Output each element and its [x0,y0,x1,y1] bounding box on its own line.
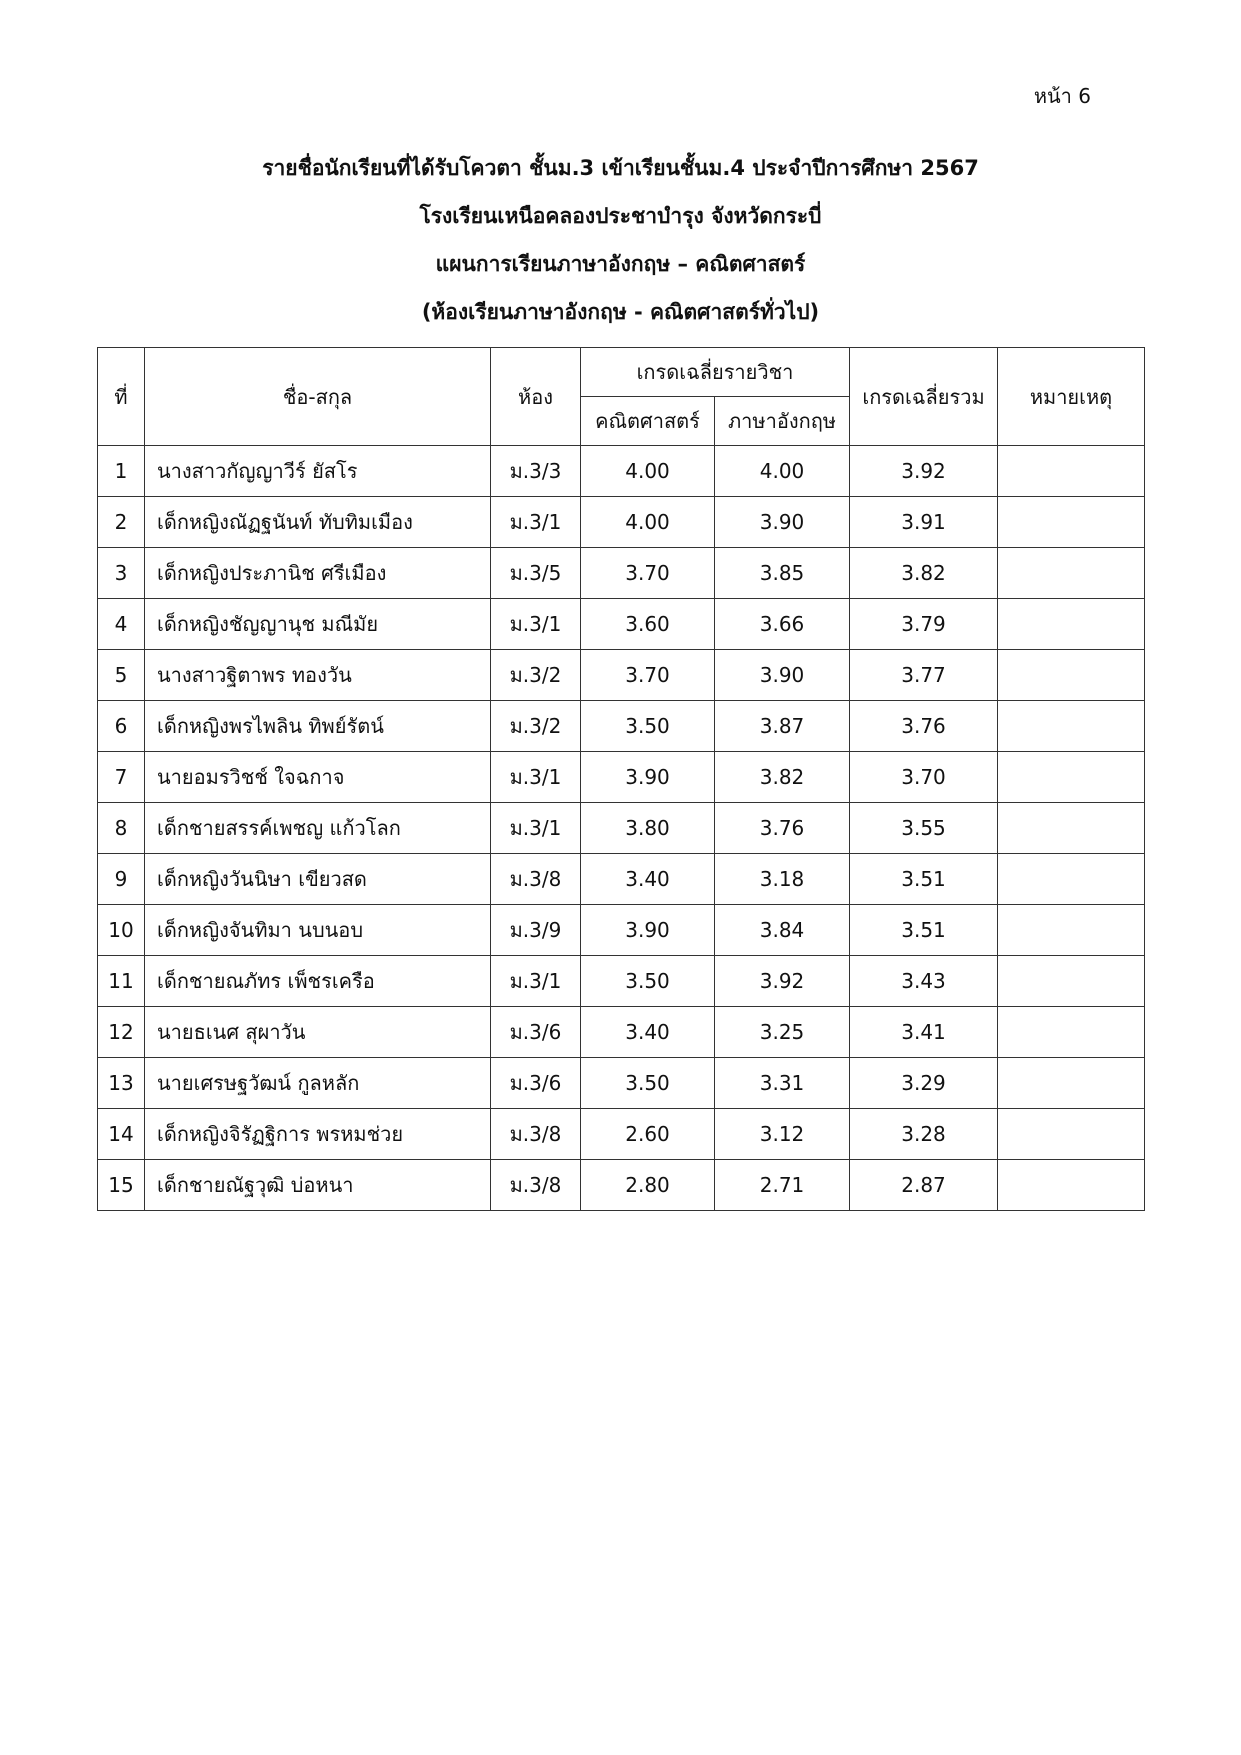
student-quota-table [97,347,1145,1211]
cell-english-grade: 4.00 [715,446,850,497]
cell-english-grade: 3.76 [715,803,850,854]
cell-room: ม.3/2 [491,650,581,701]
cell-english-grade: 3.84 [715,905,850,956]
cell-math-grade: 3.70 [581,650,715,701]
cell-room: ม.3/2 [491,701,581,752]
cell-remark [998,497,1145,548]
classroom-type: (ห้องเรียนภาษาอังกฤษ - คณิตศาสตร์ทั่วไป) [421,300,820,324]
header-remark: หมายเหตุ [998,348,1145,446]
cell-remark [998,701,1145,752]
table-row [98,497,1145,548]
cell-no: 9 [98,854,145,905]
cell-english-grade: 3.82 [715,752,850,803]
cell-math-grade: 3.50 [581,701,715,752]
cell-remark [998,905,1145,956]
cell-name: นายธเนศ สุผาวัน [145,1007,491,1058]
study-program: แผนการเรียนภาษาอังกฤษ – คณิตศาสตร์ [435,252,806,276]
cell-name: เด็กหญิงพรไพลิน ทิพย์รัตน์ [145,701,491,752]
header-room: ห้อง [491,348,581,446]
cell-english-grade: 3.90 [715,650,850,701]
cell-math-grade: 3.90 [581,905,715,956]
cell-name: นางสาวกัญญาวีร์ ยัสโร [145,446,491,497]
cell-name: เด็กชายสรรค์เพชญ แก้วโลก [145,803,491,854]
cell-no: 12 [98,1007,145,1058]
cell-no: 11 [98,956,145,1007]
table-row [98,1058,1145,1109]
cell-room: ม.3/1 [491,599,581,650]
cell-english-grade: 3.31 [715,1058,850,1109]
cell-overall-grade: 3.77 [850,650,998,701]
cell-room: ม.3/1 [491,803,581,854]
cell-remark [998,1007,1145,1058]
cell-math-grade: 3.50 [581,1058,715,1109]
cell-remark [998,803,1145,854]
cell-room: ม.3/8 [491,1160,581,1211]
header-no: ที่ [98,348,145,446]
cell-math-grade: 3.60 [581,599,715,650]
cell-remark [998,599,1145,650]
header-english: ภาษาอังกฤษ [715,397,850,446]
cell-name: เด็กหญิงจิรัฏฐิการ พรหมช่วย [145,1109,491,1160]
cell-no: 3 [98,548,145,599]
cell-name: นางสาวฐิตาพร ทองวัน [145,650,491,701]
table-row [98,701,1145,752]
cell-remark [998,1109,1145,1160]
cell-remark [998,548,1145,599]
cell-no: 5 [98,650,145,701]
cell-remark [998,650,1145,701]
document-titles [0,150,1241,342]
table-row [98,650,1145,701]
cell-overall-grade: 3.92 [850,446,998,497]
table-body [98,446,1145,1211]
cell-math-grade: 3.50 [581,956,715,1007]
cell-english-grade: 3.12 [715,1109,850,1160]
cell-no: 4 [98,599,145,650]
cell-english-grade: 3.18 [715,854,850,905]
cell-english-grade: 3.25 [715,1007,850,1058]
cell-name: นายอมรวิชช์ ใจฉกาจ [145,752,491,803]
cell-no: 14 [98,1109,145,1160]
table-row [98,803,1145,854]
cell-overall-grade: 3.82 [850,548,998,599]
header-name: ชื่อ-สกุล [145,348,491,446]
table-row [98,548,1145,599]
cell-math-grade: 3.70 [581,548,715,599]
table-row [98,446,1145,497]
cell-name: เด็กชายณภัทร เพ็ชรเครือ [145,956,491,1007]
cell-room: ม.3/1 [491,752,581,803]
table-row [98,1109,1145,1160]
cell-room: ม.3/6 [491,1007,581,1058]
cell-math-grade: 3.40 [581,1007,715,1058]
cell-room: ม.3/8 [491,854,581,905]
cell-english-grade: 3.85 [715,548,850,599]
cell-math-grade: 4.00 [581,497,715,548]
cell-math-grade: 2.60 [581,1109,715,1160]
cell-no: 8 [98,803,145,854]
cell-math-grade: 4.00 [581,446,715,497]
cell-overall-grade: 3.51 [850,905,998,956]
cell-overall-grade: 3.70 [850,752,998,803]
cell-math-grade: 3.80 [581,803,715,854]
cell-overall-grade: 3.79 [850,599,998,650]
cell-english-grade: 3.66 [715,599,850,650]
cell-english-grade: 3.90 [715,497,850,548]
cell-room: ม.3/1 [491,956,581,1007]
cell-room: ม.3/5 [491,548,581,599]
cell-remark [998,854,1145,905]
cell-room: ม.3/1 [491,497,581,548]
cell-name: เด็กหญิงชัญญานุช มณีมัย [145,599,491,650]
header-overall-average: เกรดเฉลี่ยรวม [850,348,998,446]
cell-no: 6 [98,701,145,752]
school-name: โรงเรียนเหนือคลองประชาบำรุง จังหวัดกระบี่ [419,204,822,228]
page-number: หน้า 6 [1033,84,1091,108]
cell-math-grade: 3.90 [581,752,715,803]
table-row [98,905,1145,956]
table-row [98,1007,1145,1058]
cell-remark [998,1058,1145,1109]
cell-overall-grade: 3.41 [850,1007,998,1058]
cell-name: เด็กชายณัฐวุฒิ บ่อหนา [145,1160,491,1211]
cell-remark [998,752,1145,803]
header-math: คณิตศาสตร์ [581,397,715,446]
cell-remark [998,956,1145,1007]
header-subject-average: เกรดเฉลี่ยรายวิชา [581,348,850,397]
cell-no: 1 [98,446,145,497]
cell-math-grade: 2.80 [581,1160,715,1211]
cell-overall-grade: 3.91 [850,497,998,548]
cell-overall-grade: 3.28 [850,1109,998,1160]
cell-remark [998,1160,1145,1211]
table-row [98,752,1145,803]
cell-no: 13 [98,1058,145,1109]
cell-room: ม.3/3 [491,446,581,497]
cell-name: เด็กหญิงวันนิษา เขียวสด [145,854,491,905]
cell-no: 7 [98,752,145,803]
cell-no: 2 [98,497,145,548]
cell-no: 10 [98,905,145,956]
cell-overall-grade: 3.43 [850,956,998,1007]
cell-remark [998,446,1145,497]
cell-english-grade: 3.87 [715,701,850,752]
cell-english-grade: 2.71 [715,1160,850,1211]
cell-name: นายเศรษฐวัฒน์ กูลหลัก [145,1058,491,1109]
table-row [98,599,1145,650]
cell-no: 15 [98,1160,145,1211]
cell-overall-grade: 3.76 [850,701,998,752]
table-row [98,1160,1145,1211]
table-row [98,854,1145,905]
cell-name: เด็กหญิงจันทิมา นบนอบ [145,905,491,956]
cell-name: เด็กหญิงณัฏฐนันท์ ทับทิมเมือง [145,497,491,548]
cell-overall-grade: 3.51 [850,854,998,905]
cell-room: ม.3/9 [491,905,581,956]
cell-overall-grade: 3.29 [850,1058,998,1109]
cell-overall-grade: 2.87 [850,1160,998,1211]
cell-room: ม.3/8 [491,1109,581,1160]
document-title: รายชื่อนักเรียนที่ได้รับโควตา ชั้นม.3 เข้าเรียนชั้นม.4 ประจำปีการศึกษา 2567 [262,156,979,180]
cell-room: ม.3/6 [491,1058,581,1109]
cell-english-grade: 3.92 [715,956,850,1007]
table-row [98,956,1145,1007]
cell-overall-grade: 3.55 [850,803,998,854]
cell-math-grade: 3.40 [581,854,715,905]
cell-name: เด็กหญิงประภานิช ศรีเมือง [145,548,491,599]
